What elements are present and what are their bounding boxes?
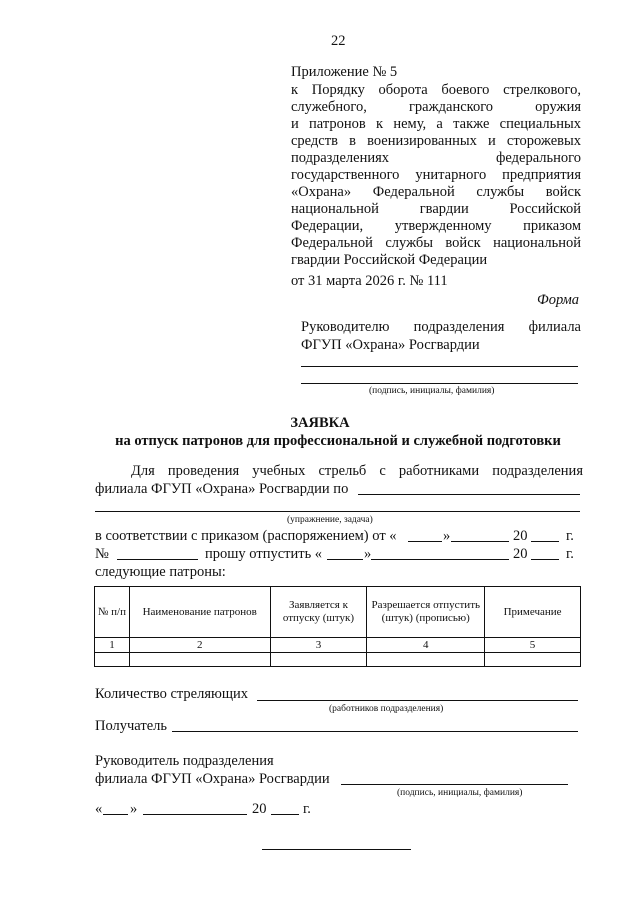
order-year-blank[interactable] xyxy=(531,541,559,542)
shooters-caption: (работников подразделения) xyxy=(329,704,444,714)
request-year-blank[interactable] xyxy=(531,559,559,560)
body-line2: филиала ФГУП «Охрана» Росгвардии по xyxy=(95,481,349,497)
addressee-blank-2 xyxy=(301,383,578,384)
request-g: г. xyxy=(566,546,574,562)
appendix-line: к Порядку оборота боевого стрелкового, xyxy=(291,82,581,98)
order-quote-close: » xyxy=(443,528,451,544)
request-quote-close: » xyxy=(364,546,372,562)
appendix-line: средств в военизированных и сторожевых xyxy=(291,133,581,149)
table-cell[interactable] xyxy=(485,653,581,667)
appendix-line: государственного унитарного предприятия xyxy=(291,167,581,183)
table-cell[interactable] xyxy=(129,653,270,667)
order-number-blank[interactable] xyxy=(117,559,198,560)
date-quote-open: « xyxy=(95,801,103,817)
header-name: Наименование патронов xyxy=(129,587,270,638)
recipient-blank[interactable] xyxy=(172,731,578,732)
date-year: 20 xyxy=(252,801,267,817)
exercise-blank-1[interactable] xyxy=(358,494,580,495)
date-year-blank[interactable] xyxy=(271,814,299,815)
form-label: Форма xyxy=(537,292,579,308)
appendix-line: и патронов к нему, а также специальных xyxy=(291,116,581,132)
request-text: прошу отпустить « xyxy=(205,546,323,562)
shooters-label: Количество стреляющих xyxy=(95,686,249,702)
appendix-line: Федерации, утвержденному приказом xyxy=(291,218,581,234)
table-cell[interactable] xyxy=(367,653,485,667)
head-caption: (подпись, инициалы, фамилия) xyxy=(397,788,523,798)
appendix-line: Федеральной службы войск национальной xyxy=(291,235,581,251)
addressee-caption: (подпись, инициалы, фамилия) xyxy=(369,386,495,396)
order-text: в соответствии с приказом (распоряжением) от « xyxy=(95,528,397,544)
appendix-line: подразделениях федерального xyxy=(291,150,581,166)
appendix-line: национальной гвардии Российской xyxy=(291,201,581,217)
date-month-blank[interactable] xyxy=(143,814,247,815)
body-line1: Для проведения учебных стрельб с работниками подразделения xyxy=(131,463,583,479)
header-allowed: Разрешается отпустить (штук) (прописью) xyxy=(367,587,485,638)
addressee-line2: ФГУП «Охрана» Росгвардии xyxy=(301,337,480,353)
request-day-blank[interactable] xyxy=(327,559,363,560)
document-title: ЗАЯВКА xyxy=(290,415,350,431)
column-number: 3 xyxy=(270,638,367,653)
table-cell[interactable] xyxy=(95,653,130,667)
header-num: № п/п xyxy=(95,587,130,638)
appendix-line: служебного, гражданского оружия xyxy=(291,99,581,115)
order-month-blank[interactable] xyxy=(451,541,509,542)
appendix-date: от 31 марта 2026 г. № 111 xyxy=(291,273,448,289)
order-g: г. xyxy=(566,528,574,544)
column-number: 4 xyxy=(367,638,485,653)
addressee-line1: Руководителю подразделения филиала xyxy=(301,319,581,335)
cartridges-table xyxy=(94,586,581,667)
header-requested: Заявляется к отпуску (штук) xyxy=(270,587,367,638)
column-number: 5 xyxy=(485,638,581,653)
date-g: г. xyxy=(303,801,311,817)
order-day-blank[interactable] xyxy=(408,541,442,542)
request-month-blank[interactable] xyxy=(371,559,509,560)
column-number: 2 xyxy=(129,638,270,653)
appendix-line: «Охрана» Федеральной службы войск xyxy=(291,184,581,200)
page-number: 22 xyxy=(331,33,346,49)
appendix-text xyxy=(291,82,581,269)
addressee-blank-1 xyxy=(301,366,578,367)
exercise-caption: (упражнение, задача) xyxy=(287,515,373,525)
recipient-label: Получатель xyxy=(95,718,167,734)
table-cell[interactable] xyxy=(270,653,367,667)
head-line1: Руководитель подразделения xyxy=(95,753,274,769)
head-signature-blank[interactable] xyxy=(341,784,568,785)
exercise-blank-2[interactable] xyxy=(95,511,580,512)
document-subtitle: на отпуск патронов для профессиональной и служебной подготовки xyxy=(115,433,561,449)
head-line2: филиала ФГУП «Охрана» Росгвардии xyxy=(95,771,330,787)
shooters-blank[interactable] xyxy=(257,700,578,701)
order-number-sign: № xyxy=(95,546,109,562)
order-year: 20 xyxy=(513,528,528,544)
appendix-line: гвардии Российской Федерации xyxy=(291,252,488,268)
body-line4: следующие патроны: xyxy=(95,564,226,580)
bottom-divider xyxy=(262,849,411,850)
date-day-blank[interactable] xyxy=(103,814,128,815)
request-year: 20 xyxy=(513,546,528,562)
header-note: Примечание xyxy=(485,587,581,638)
column-number: 1 xyxy=(95,638,130,653)
date-quote-close: » xyxy=(130,801,138,817)
appendix-title: Приложение № 5 xyxy=(291,64,398,80)
